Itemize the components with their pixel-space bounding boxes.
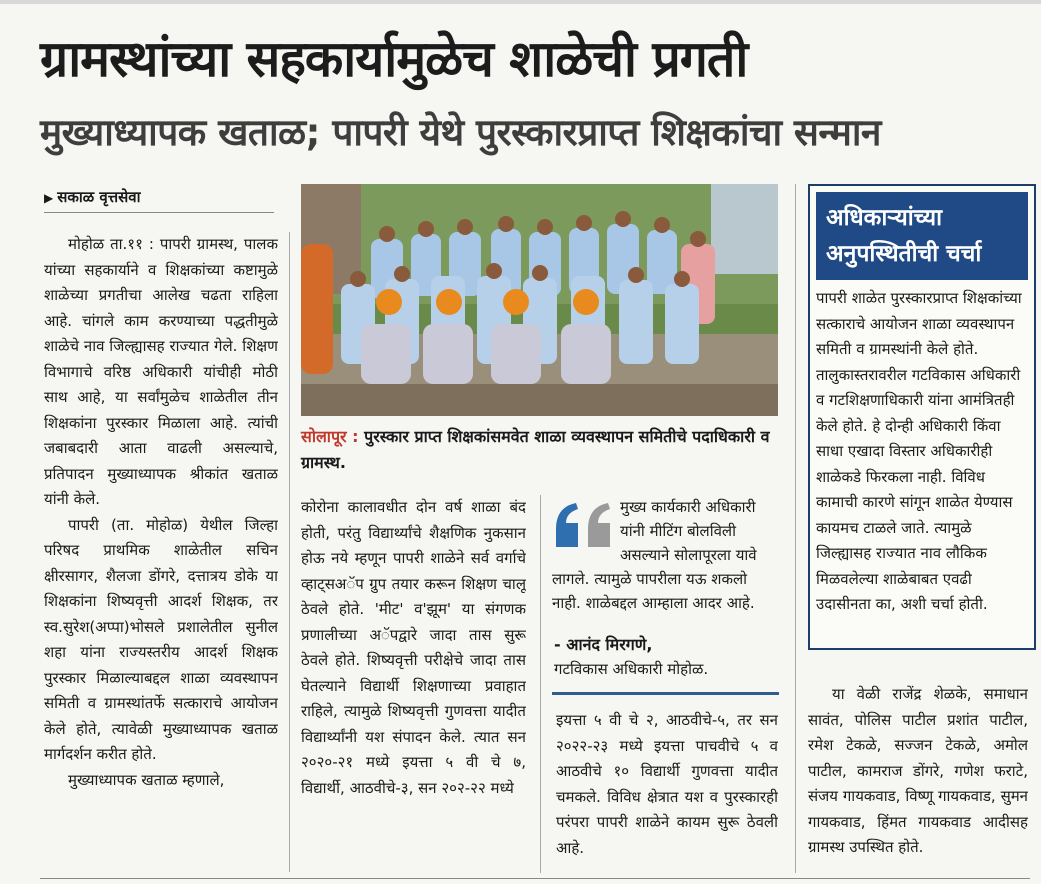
- column-2: [301, 495, 526, 870]
- paragraph: मुख्याध्यापक खताळ म्हणाले,: [68, 770, 225, 789]
- paragraph: या वेळी राजेंद्र शेळके, समाधान सावंत, पोलिस पाटील प्रशांत पाटील, रमेश टेकळे, सज्जन टेकळे, अमोल पाटील, कामराज डोंगरे, गणेश फराटे, संजय गायकवाड, विष्णू गायकवाड, सुमन गायकवाड, हिंमत गायकवाड आदीसह ग्रामस्थ उपस्थित होते.: [808, 685, 1028, 856]
- photo-caption: [301, 424, 778, 476]
- group-photo-illustration: [301, 184, 778, 416]
- source-label: [44, 186, 274, 213]
- column-3: [556, 708, 778, 873]
- column-divider: [795, 184, 796, 873]
- caption-place: सोलापूर :: [301, 427, 359, 446]
- sidebar-box: [808, 184, 1036, 650]
- column-4: [808, 682, 1028, 872]
- caption-text: पुरस्कार प्राप्त शिक्षकांसमवेत शाळा व्यवस्थापन समितीचे पदाधिकारी व ग्रामस्थ.: [301, 427, 770, 472]
- sidebar-heading: अधिकाऱ्यांच्या अनुपस्थितीची चर्चा: [816, 192, 1028, 280]
- triangle-bullet-icon: ▶: [44, 191, 54, 205]
- headline: ग्रामस्थांच्या सहकार्यामुळेच शाळेची प्रगती: [40, 30, 748, 88]
- group-photo: [301, 184, 778, 416]
- pull-quote: [552, 495, 782, 695]
- paragraph: कोरोना कालावधीत दोन वर्ष शाळा बंद होती, परंतु विद्यार्थ्यांचे शैक्षणिक नुकसान होऊ नये म्हणून पापरी शाळेने सर्व वर्गाचे व्हाट्सअॅप ग्रुप तयार करून शिक्षण चालू ठेवले होते. 'मीट' व'झूम' या संगणक प्रणालीच्या अॅपद्वारे जादा तास सुरू ठेवले होते. शिष्यवृत्ती परीक्षेचे जादा तास घेतल्याने विद्यार्थी शिक्षणाच्या प्रवाहात राहिले, त्यामुळे शिष्यवृत्ती गुणवत्ता यादीत विद्यार्थ्यांनी यश संपादन केले. त्यात सन २०२०-२१ मध्ये इयत्ता ५ वी चे ७, विद्यार्थी, आठवीचे-३, सन २०२-२२ मध्ये: [301, 498, 526, 797]
- paragraph: इयत्ता ५ वी चे २, आठवीचे-५, तर सन २०२२-२३ मध्ये इयत्ता पाचवीचे ५ व आठवीचे १० विद्यार्थी गुणवत्ता यादीत चमकले. विविध क्षेत्रात यश व पुरस्कारही परंपरा पापरी शाळेने कायम सुरू ठेवली आहे.: [556, 711, 778, 857]
- quote-author: - आनंद मिरगणे,: [554, 635, 653, 654]
- quote-rule: [552, 692, 779, 695]
- top-rule: [0, 0, 1041, 4]
- source-text: सकाळ वृत्तसेवा: [57, 188, 141, 206]
- subheadline: मुख्याध्यापक खताळ; पापरी येथे पुरस्कारप्राप्त शिक्षकांचा सन्मान: [40, 111, 881, 154]
- sidebar-text: पापरी शाळेत पुरस्कारप्राप्त शिक्षकांच्या सत्काराचे आयोजन शाळा व्यवस्थापन समिती व ग्रामस्थांनी केले होते. तालुकास्तरावरील गटविकास अधिकारी व गटशिक्षणाधिकारी यांना आमंत्रितही केले होते. हे दोन्ही अधिकारी किंवा साधा एखादा विस्तार अधिकारीही शाळेकडे फिरकला नाही. विविध कामाची कारणे सांगून शाळेत येण्यास कायमच टाळले जाते. त्यामुळे जिल्ह्यासह राज्यात नाव लौकिक मिळवलेल्या शाळेबाबत एवढी उदासीनता का, अशी चर्चा होती.: [816, 289, 1022, 613]
- quote-role: गटविकास अधिकारी मोहोळ.: [554, 660, 709, 678]
- quote-lines-indented: मुख्य कार्यकारी अधिकारी यांनी मीटिंग बोलविली असल्याने सोलापूरला यावे: [620, 498, 757, 564]
- paragraph: मोहोळ ता.११ : पापरी ग्रामस्थ, पालक यांच्या सहकार्याने व शिक्षकांच्या कष्टामुळे शाळेच्या प्रगतीचा आलेख चढता राहिला आहे. चांगले काम करण्याच्या पद्धतीमुळे शाळेचे नाव जिल्ह्यासह राज्यात गेले. शिक्षण विभागाचे वरिष्ठ अधिकारी यांचीही मोठी साथ आहे, या सर्वांमुळेच शाळेतील तीन शिक्षकांना पुरस्कार मिळाला आहे. त्यांची जबाबदारी आता वाढली असल्याचे, प्रतिपादन मुख्याध्यापक श्रीकांत खताळ यांनी केले.: [44, 235, 278, 508]
- quote-lines: लागले. त्यामुळे पापरीला यऊ शकलो नाही. शाळेबद्दल आम्हाला आदर आहे.: [552, 570, 755, 612]
- bottom-rule: [40, 878, 1030, 879]
- column-divider: [289, 232, 290, 872]
- column-divider: [540, 495, 541, 873]
- column-1: [44, 232, 278, 872]
- paragraph: पापरी (ता. मोहोळ) येथील जिल्हा परिषद प्राथमिक शाळेतील सचिन क्षीरसागर, शैलजा डोंगरे, दत्तात्रय डोके या शिक्षकांना शिष्यवृत्ती आदर्श शिक्षक, तर स्व.सुरेश(अप्पा)भोसले प्रशालेतील सुनील शहा यांना राज्यस्तरीय आदर्श शिक्षक पुरस्कार मिळाल्याबद्दल शाळा व्यवस्थापन समिती व ग्रामस्थांतर्फे सत्काराचे आयोजन केले होते, त्यावेळी मुख्याध्यापक खताळ मार्गदर्शन करीत होते.: [44, 515, 278, 763]
